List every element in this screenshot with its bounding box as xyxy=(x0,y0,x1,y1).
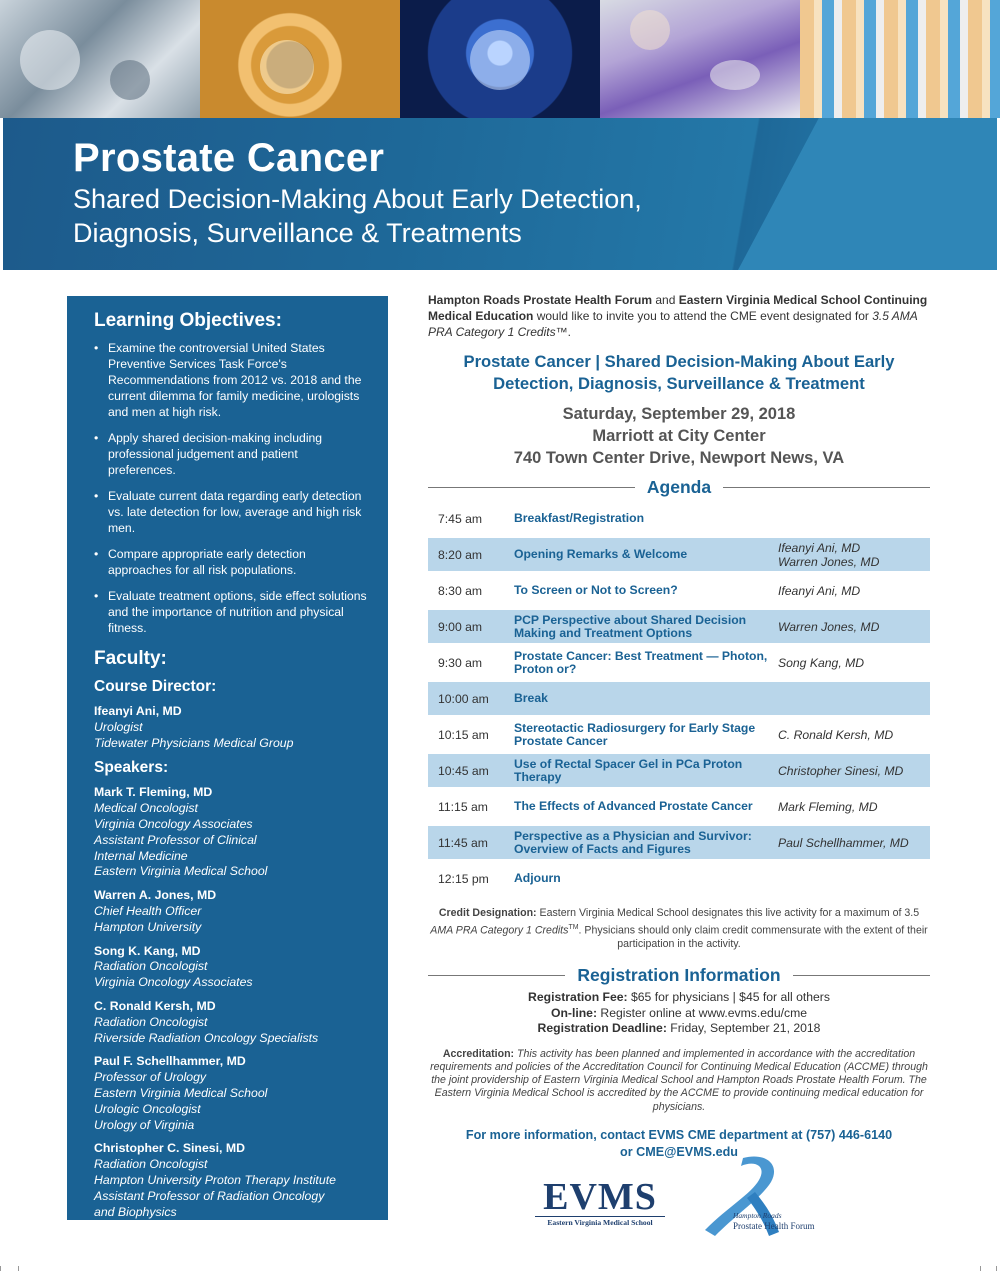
agenda-time: 8:30 am xyxy=(438,583,483,598)
divider xyxy=(428,975,565,976)
forum-logo-line2: Prostate Health Forum xyxy=(733,1221,815,1231)
stethoscope-photo xyxy=(200,0,400,118)
intro-text: would like to invite you to attend the CME event designated for xyxy=(533,309,873,323)
agenda-row xyxy=(428,574,930,607)
agenda-session: Prostate Cancer: Best Treatment — Photon, Proton or? xyxy=(514,648,768,676)
registration-deadline xyxy=(428,1021,930,1037)
intro-paragraph xyxy=(428,292,930,340)
speakers-heading: Speakers: xyxy=(94,759,169,777)
person-detail: Radiation Oncologist xyxy=(94,959,208,974)
person-detail: Eastern Virginia Medical School xyxy=(94,864,268,879)
agenda-row xyxy=(428,502,930,535)
evms-logo xyxy=(535,1178,665,1227)
agenda-session: Stereotactic Radiosurgery for Early Stage Prostate Cancer xyxy=(514,720,756,748)
registration-online xyxy=(428,1006,930,1022)
agenda-time: 8:20 am xyxy=(438,547,483,562)
person-detail: Virginia Oncology Associates xyxy=(94,975,253,990)
objectives-heading: Learning Objectives: xyxy=(94,310,282,331)
agenda-heading-row xyxy=(428,477,930,498)
agenda-time: 12:15 pm xyxy=(438,871,489,886)
divider xyxy=(723,487,930,488)
person-detail: Assistant Professor of Radiation Oncology xyxy=(94,1188,325,1203)
page-subtitle: Shared Decision-Making About Early Detection, Diagnosis, Surveillance & Treatments xyxy=(73,184,642,248)
crop-mark xyxy=(996,1266,997,1271)
person-detail: Assistant Professor of Clinical xyxy=(94,832,257,847)
agenda-row xyxy=(428,754,930,787)
credit-text: . Physicians should only claim credit commensurate with the extent of their participation in the activity. xyxy=(578,924,928,950)
agenda-row xyxy=(428,862,930,895)
deadline-value: Friday, September 21, 2018 xyxy=(666,1021,821,1036)
online-value: Register online at www.evms.edu/cme xyxy=(597,1005,808,1020)
person-name: Paul F. Schellhammer, MD xyxy=(94,1054,246,1069)
agenda-row xyxy=(428,790,930,823)
agenda-row xyxy=(428,718,930,751)
registration-fee xyxy=(428,990,930,1006)
objective-item: • Evaluate treatment options, side effect solutions and the importance of nutrition and physical fitness. xyxy=(94,588,368,636)
speaker-entry xyxy=(94,999,368,1046)
prostate-forum-logo xyxy=(695,1152,825,1242)
registration-heading: Registration Information xyxy=(577,965,781,986)
person-detail: Radiation Oncologist xyxy=(94,1014,208,1029)
title-banner xyxy=(3,118,997,270)
event-info xyxy=(428,403,930,469)
person-detail: Virginia Oncology Associates xyxy=(94,816,253,831)
intro-text: and xyxy=(652,293,679,307)
forum-logo-text xyxy=(733,1210,815,1231)
accreditation-text: This activity has been planned and implemented in accordance with the accreditation requirements and policies of the Accreditation Council for Continuing Medical Education (ACCME) through the joint providership of Eastern Virginia Medical School and Hampton Roads Prostate Health Forum. The Eastern Virginia Medical School is accredited by the ACCME to provide continuing medical education for physicians. xyxy=(430,1047,928,1113)
person-detail: Medical Oncologist xyxy=(94,801,198,816)
forum-logo-line1: Hampton Roads xyxy=(733,1211,782,1220)
speaker-entry xyxy=(94,785,368,880)
divider xyxy=(793,975,930,976)
agenda-time: 9:00 am xyxy=(438,619,483,634)
agenda-speaker: C. Ronald Kersh, MD xyxy=(778,727,894,742)
person-detail: Professor of Urology xyxy=(94,1070,207,1085)
agenda-heading: Agenda xyxy=(646,477,712,497)
person-detail: Hampton University xyxy=(94,919,202,934)
agenda-speaker: Song Kang, MD xyxy=(778,655,865,670)
sidebar-panel xyxy=(67,296,388,1235)
agenda-speaker: Ifeanyi Ani, MD xyxy=(778,583,861,598)
main-column xyxy=(428,292,930,1161)
event-address: 740 Town Center Drive, Newport News, VA xyxy=(513,449,845,467)
agenda-time: 10:00 am xyxy=(438,691,489,706)
fee-label: Registration Fee: xyxy=(528,990,628,1005)
person-detail: Chief Health Officer xyxy=(94,903,202,918)
event-venue: Marriott at City Center xyxy=(592,427,766,445)
agenda-row xyxy=(428,538,930,571)
speaker-entry xyxy=(94,888,368,935)
crop-mark xyxy=(0,1266,1,1271)
accreditation-statement xyxy=(428,1048,930,1114)
agenda-row xyxy=(428,682,930,715)
contact-info xyxy=(428,1127,930,1161)
person-name: Ifeanyi Ani, MD xyxy=(94,704,182,718)
test-tubes-photo xyxy=(800,0,1000,118)
evms-logo-subtext: Eastern Virginia Medical School xyxy=(535,1216,665,1227)
course-director xyxy=(94,704,368,751)
intro-org1: Hampton Roads Prostate Health Forum xyxy=(428,293,653,307)
intro-credits: 3.5 AMA PRA Category 1 Credits™ xyxy=(428,309,918,339)
fee-value: $65 for physicians | $45 for all others xyxy=(627,990,830,1005)
person-name: Christopher C. Sinesi, MD xyxy=(94,1141,245,1156)
event-title-line: Prostate Cancer | Shared Decision-Making About Early xyxy=(463,352,895,371)
objective-item: • Apply shared decision-making including professional judgement and patient preferences. xyxy=(94,430,368,478)
objective-item: • Compare appropriate early detection approaches for all risk populations. xyxy=(94,546,368,578)
agenda-session: Breakfast/Registration xyxy=(514,511,645,525)
credit-text: Eastern Virginia Medical School designates this live activity for a maximum of 3.5 xyxy=(536,907,920,919)
header-photo-strip xyxy=(0,0,1000,118)
course-director-heading: Course Director: xyxy=(94,678,217,695)
agenda-speaker: Ifeanyi Ani, MD Warren Jones, MD xyxy=(778,540,880,569)
person-detail: Urology of Virginia xyxy=(94,1117,195,1132)
registration-info xyxy=(428,990,930,1037)
intro-org2: Eastern Virginia Medical School Continuing Medical Education xyxy=(428,293,928,323)
agenda-speaker: Warren Jones, MD xyxy=(778,619,880,634)
agenda-row xyxy=(428,646,930,679)
agenda-time: 9:30 am xyxy=(438,655,483,670)
agenda-time: 11:15 am xyxy=(438,799,488,814)
page-title: Prostate Cancer xyxy=(73,136,385,180)
crop-mark xyxy=(18,1266,19,1271)
contact-line: For more information, contact EVMS CME department at (757) 446-6140 xyxy=(465,1128,893,1143)
objective-item: • Evaluate current data regarding early detection vs. late detection for low, average and high risk men. xyxy=(94,488,368,536)
agenda-session: Perspective as a Physician and Survivor: Overview of Facts and Figures xyxy=(514,828,752,856)
agenda-time: 10:15 am xyxy=(438,727,489,742)
person-detail: Urologist xyxy=(94,719,143,734)
agenda-session: Use of Rectal Spacer Gel in PCa Proton Therapy xyxy=(514,756,743,784)
credit-italic: AMA PRA Category 1 Credits xyxy=(430,924,569,937)
objectives-list xyxy=(94,340,368,636)
agenda-session: To Screen or Not to Screen? xyxy=(514,583,678,597)
speaker-entry xyxy=(94,1054,368,1133)
person-name: Warren A. Jones, MD xyxy=(94,888,217,903)
agenda-time: 7:45 am xyxy=(438,511,483,526)
speakers-list xyxy=(94,785,368,1236)
cell-photo xyxy=(400,0,600,118)
deadline-label: Registration Deadline: xyxy=(537,1021,667,1036)
person-name: C. Ronald Kersh, MD xyxy=(94,998,216,1013)
event-title xyxy=(428,351,930,395)
event-date: Saturday, September 29, 2018 xyxy=(562,405,796,423)
person-detail: and Biophysics xyxy=(94,1204,177,1219)
contact-email: or CME@EVMS.edu xyxy=(620,1145,738,1160)
divider xyxy=(428,487,635,488)
agenda-time: 10:45 am xyxy=(438,763,489,778)
agenda-session: PCP Perspective about Shared Decision Making and Treatment Options xyxy=(514,612,747,640)
credit-label: Credit Designation: xyxy=(438,907,537,919)
person-detail: Eastern Virginia Medical School xyxy=(94,1220,268,1235)
agenda-session: Break xyxy=(514,691,548,705)
person-detail: Radiation Oncologist xyxy=(94,1157,208,1172)
person-detail: Eastern Virginia Medical School xyxy=(94,1085,268,1100)
trademark: TM xyxy=(568,923,579,931)
person-detail: Riverside Radiation Oncology Specialists xyxy=(94,1030,319,1045)
agenda-row xyxy=(428,826,930,859)
agenda-row xyxy=(428,610,930,643)
agenda-time: 11:45 am xyxy=(438,835,488,850)
agenda-table xyxy=(428,502,930,895)
agenda-speaker: Mark Fleming, MD xyxy=(778,799,878,814)
iv-drip-photo xyxy=(0,0,200,118)
agenda-speaker: Paul Schellhammer, MD xyxy=(778,835,909,850)
person-detail: Tidewater Physicians Medical Group xyxy=(94,735,294,750)
faculty-heading: Faculty: xyxy=(94,648,167,669)
event-title-line: Detection, Diagnosis, Surveillance & Treatment xyxy=(493,374,865,393)
speaker-entry xyxy=(94,944,368,991)
online-label: On-line: xyxy=(550,1005,598,1020)
lab-researcher-photo xyxy=(600,0,800,118)
evms-logo-text: EVMS xyxy=(543,1176,657,1218)
banner-accent xyxy=(738,118,997,270)
person-detail: Urologic Oncologist xyxy=(94,1101,201,1116)
crop-mark xyxy=(980,1266,981,1271)
registration-heading-row xyxy=(428,965,930,986)
person-name: Mark T. Fleming, MD xyxy=(94,785,213,800)
agenda-speaker: Christopher Sinesi, MD xyxy=(778,763,904,778)
person-name: Song K. Kang, MD xyxy=(94,943,201,958)
agenda-session: Opening Remarks & Welcome xyxy=(514,547,688,561)
agenda-session: Adjourn xyxy=(514,871,561,885)
objective-item: • Examine the controversial United States Preventive Services Task Force's Recommendations from 2012 vs. 2018 and the current dilemma for family medicine, urologists and men at high risk. xyxy=(94,340,368,420)
accreditation-label: Accreditation: xyxy=(442,1047,515,1060)
speaker-entry xyxy=(94,1141,368,1236)
person-detail: Internal Medicine xyxy=(94,848,188,863)
credit-designation xyxy=(428,907,930,951)
agenda-session: The Effects of Advanced Prostate Cancer xyxy=(514,799,753,813)
intro-text: . xyxy=(567,325,571,339)
person-detail: Hampton University Proton Therapy Institute xyxy=(94,1172,336,1187)
